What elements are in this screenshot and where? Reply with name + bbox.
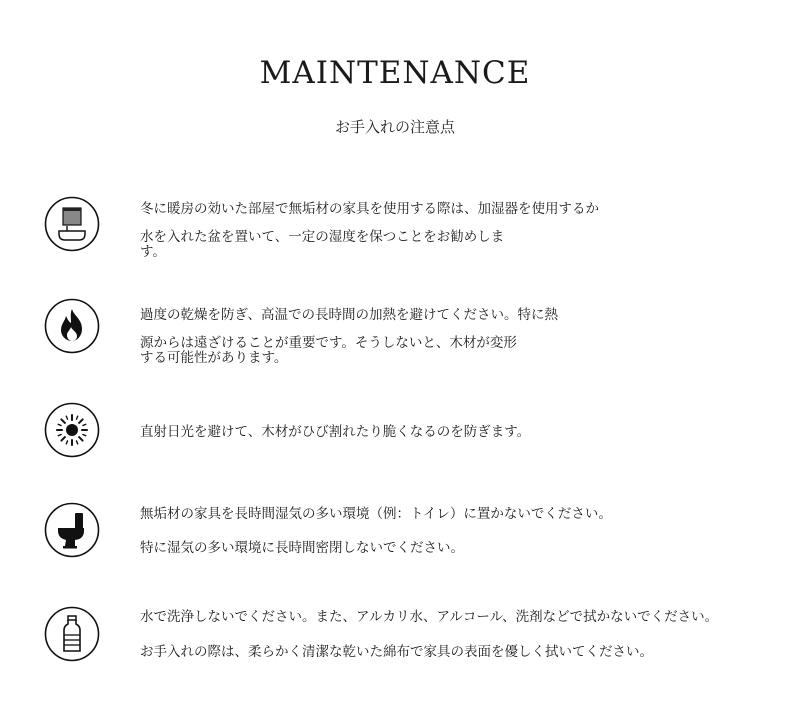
item-4-line-1: 無垢材の家具を長時間湿気の多い環境（例：トイレ）に置かないでください。 — [140, 506, 612, 522]
toilet-icon — [44, 502, 100, 558]
item-4-line-2: 特に湿気の多い環境に長時間密閉しないでください。 — [140, 540, 464, 556]
item-1-line-2: 水を入れた盆を置いて、一定の湿度を保つことをお勧めします。 — [140, 229, 505, 260]
humidifier-icon — [44, 196, 100, 252]
item-5-line-2: お手入れの際は、柔らかく清潔な乾いた綿布で家具の表面を優しく拭いてください。 — [140, 644, 653, 660]
bottle-icon — [44, 606, 100, 662]
item-2-line-2: 源からは遠ざけることが重要です。そうしないと、木材が変形する可能性があります。 — [140, 335, 517, 366]
item-1-line-1: 冬に暖房の効いた部屋で無垢材の家具を使用する際は、加湿器を使用するか — [140, 201, 599, 217]
fire-icon — [44, 298, 100, 354]
page-title: MAINTENANCE — [259, 55, 531, 91]
item-3-line-1: 直射日光を避けて、木材がひび割れたり脆くなるのを防ぎます。 — [140, 424, 531, 440]
sun-icon — [44, 402, 100, 458]
item-2-line-1: 過度の乾燥を防ぎ、高温での長時間の加熱を避けてください。特に熱 — [140, 307, 558, 323]
item-5-line-1: 水で洗浄しないでください。また、アルカリ水、アルコール、洗剤などで拭かないでください。 — [140, 609, 719, 625]
page-subtitle: お手入れの注意点 — [334, 118, 455, 136]
